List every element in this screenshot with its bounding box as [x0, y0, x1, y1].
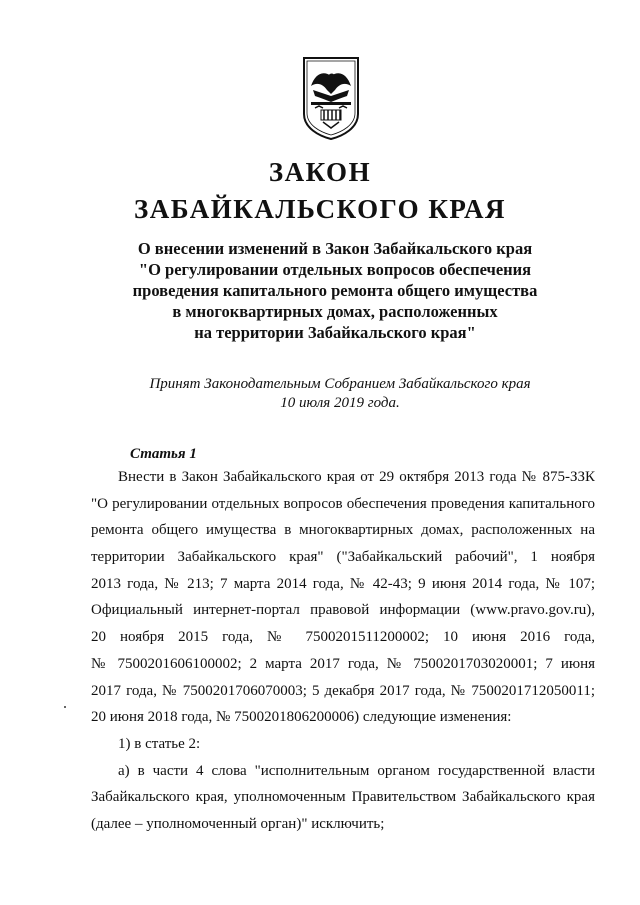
subtitle-line: на территории Забайкальского края" — [194, 323, 476, 342]
subtitle-line: О внесении изменений в Закон Забайкальского края — [137, 239, 533, 258]
coat-of-arms-icon — [301, 56, 361, 140]
adoption-line: Принят Законодательным Собранием Забайкальского края — [149, 376, 531, 392]
document-title: ЗАКОН — [268, 157, 372, 187]
subtitle-line: в многоквартирных домах, расположенных — [172, 302, 498, 321]
body-line: а) в части 4 слова "исполнительным органом государственной власти — [118, 762, 595, 779]
law-subtitle — [80, 238, 590, 343]
body-line: 2017 года, № 7500201706070003; 5 декабря 2017 года, № 7500201712050011; — [91, 682, 595, 699]
adoption-date: 10 июля 2019 года. — [280, 395, 400, 411]
body-line: (далее – уполномоченный орган)" исключить; — [91, 815, 385, 832]
article-heading: Статья 1 — [130, 446, 197, 462]
body-line: № 7500201606100002; 2 марта 2017 года, № 7500201703020001; 7 июня — [91, 655, 595, 672]
body-line: ремонта общего имущества в многоквартирных домах, расположенных на — [91, 522, 595, 539]
body-line: 20 июня 2018 года, № 7500201806200006) следующие изменения: — [91, 709, 512, 726]
document-region: ЗАБАЙКАЛЬСКОГО КРАЯ — [134, 194, 506, 224]
body-line: территории Забайкальского края" ("Забайкальский рабочий", 1 ноября — [91, 549, 595, 566]
body-line: Внести в Закон Забайкальского края от 29 октября 2013 года № 875-ЗЗК — [118, 469, 595, 485]
body-line: 20 ноября 2015 года, № 7500201511200002; 10 июня 2016 года, — [91, 629, 595, 646]
body-line: Забайкальского края, уполномоченным Правительством Забайкальского края — [91, 789, 595, 806]
body-line: "О регулировании отдельных вопросов обеспечения проведения капитального — [91, 495, 595, 512]
subtitle-line: "О регулировании отдельных вопросов обеспечения — [138, 260, 532, 279]
subtitle-line: проведения капитального ремонта общего имущества — [132, 281, 538, 300]
scan-mark — [64, 706, 66, 708]
body-line: 1) в статье 2: — [118, 735, 201, 752]
body-line: 2013 года, № 213; 7 марта 2014 года, № 42-43; 9 июня 2014 года, № 107; — [91, 575, 595, 592]
body-line: Официальный интернет-портал правовой информации (www.pravo.gov.ru), — [91, 602, 595, 619]
article-body — [91, 464, 595, 838]
adoption-note — [60, 375, 620, 413]
